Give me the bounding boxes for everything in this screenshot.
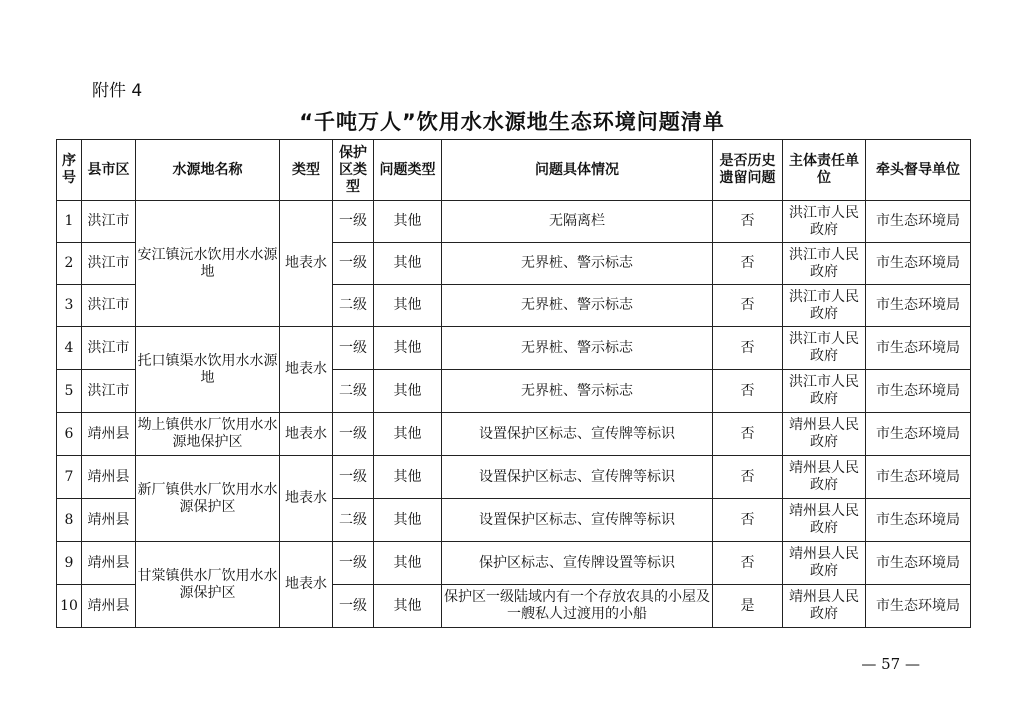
- cell-responsible: 靖州县人民政府: [783, 413, 866, 456]
- cell-detail: 设置保护区标志、宣传牌等标识: [442, 456, 713, 499]
- cell-zone: 一级: [333, 456, 374, 499]
- cell-detail: 无界桩、警示标志: [442, 243, 713, 285]
- cell-responsible: 靖州县人民政府: [783, 585, 866, 628]
- cell-supervisor: 市生态环境局: [866, 499, 971, 542]
- cell-source-name: 甘棠镇供水厂饮用水水源保护区: [136, 542, 280, 628]
- cell-type: 地表水: [280, 201, 333, 327]
- header-issue-type: 问题类型: [374, 140, 442, 201]
- cell-county: 靖州县: [82, 456, 136, 499]
- cell-detail: 无界桩、警示标志: [442, 285, 713, 327]
- cell-zone: 一级: [333, 585, 374, 628]
- cell-issue-type: 其他: [374, 370, 442, 413]
- cell-seq: 1: [57, 201, 82, 243]
- cell-historical: 是: [713, 585, 783, 628]
- cell-zone: 二级: [333, 370, 374, 413]
- cell-responsible: 洪江市人民政府: [783, 243, 866, 285]
- header-type: 类型: [280, 140, 333, 201]
- cell-issue-type: 其他: [374, 413, 442, 456]
- cell-supervisor: 市生态环境局: [866, 413, 971, 456]
- table-row: [57, 542, 971, 585]
- cell-seq: 6: [57, 413, 82, 456]
- header-supervisor: 牵头督导单位: [866, 140, 971, 201]
- cell-zone: 二级: [333, 285, 374, 327]
- cell-county: 洪江市: [82, 327, 136, 370]
- cell-supervisor: 市生态环境局: [866, 585, 971, 628]
- cell-historical: 否: [713, 201, 783, 243]
- cell-source-name: 坳上镇供水厂饮用水水源地保护区: [136, 413, 280, 456]
- cell-issue-type: 其他: [374, 201, 442, 243]
- cell-issue-type: 其他: [374, 499, 442, 542]
- cell-seq: 9: [57, 542, 82, 585]
- cell-supervisor: 市生态环境局: [866, 370, 971, 413]
- cell-seq: 2: [57, 243, 82, 285]
- table-row: [57, 201, 971, 243]
- cell-seq: 10: [57, 585, 82, 628]
- cell-detail: 无隔离栏: [442, 201, 713, 243]
- cell-historical: 否: [713, 413, 783, 456]
- cell-historical: 否: [713, 499, 783, 542]
- cell-type: 地表水: [280, 413, 333, 456]
- cell-zone: 二级: [333, 499, 374, 542]
- page-number: — 57 —: [861, 655, 920, 673]
- cell-source-name: 安江镇沅水饮用水水源地: [136, 201, 280, 327]
- cell-issue-type: 其他: [374, 585, 442, 628]
- cell-county: 靖州县: [82, 413, 136, 456]
- cell-responsible: 靖州县人民政府: [783, 542, 866, 585]
- cell-issue-type: 其他: [374, 327, 442, 370]
- cell-supervisor: 市生态环境局: [866, 201, 971, 243]
- cell-source-name: 托口镇渠水饮用水水源地: [136, 327, 280, 413]
- document-title: “千吨万人”饮用水水源地生态环境问题清单: [299, 110, 725, 134]
- cell-responsible: 靖州县人民政府: [783, 499, 866, 542]
- header-responsible: 主体责任单位: [783, 140, 866, 201]
- cell-historical: 否: [713, 542, 783, 585]
- cell-detail: 保护区标志、宣传牌设置等标识: [442, 542, 713, 585]
- header-zone-type: 保护区类型: [333, 140, 374, 201]
- cell-source-name: 新厂镇供水厂饮用水水源保护区: [136, 456, 280, 542]
- cell-historical: 否: [713, 285, 783, 327]
- cell-supervisor: 市生态环境局: [866, 456, 971, 499]
- cell-seq: 4: [57, 327, 82, 370]
- header-source-name: 水源地名称: [136, 140, 280, 201]
- cell-historical: 否: [713, 327, 783, 370]
- cell-issue-type: 其他: [374, 542, 442, 585]
- cell-detail: 无界桩、警示标志: [442, 327, 713, 370]
- cell-zone: 一级: [333, 243, 374, 285]
- cell-seq: 7: [57, 456, 82, 499]
- cell-issue-type: 其他: [374, 285, 442, 327]
- cell-historical: 否: [713, 243, 783, 285]
- cell-county: 靖州县: [82, 499, 136, 542]
- cell-supervisor: 市生态环境局: [866, 327, 971, 370]
- cell-type: 地表水: [280, 542, 333, 628]
- cell-county: 洪江市: [82, 243, 136, 285]
- attachment-label: 附件 4: [92, 81, 143, 101]
- cell-responsible: 洪江市人民政府: [783, 201, 866, 243]
- cell-seq: 8: [57, 499, 82, 542]
- cell-supervisor: 市生态环境局: [866, 542, 971, 585]
- cell-detail: 设置保护区标志、宣传牌等标识: [442, 499, 713, 542]
- cell-historical: 否: [713, 456, 783, 499]
- header-issue-detail: 问题具体情况: [442, 140, 713, 201]
- cell-county: 靖州县: [82, 542, 136, 585]
- header-county: 县市区: [82, 140, 136, 201]
- cell-historical: 否: [713, 370, 783, 413]
- table-row: [57, 456, 971, 499]
- cell-issue-type: 其他: [374, 456, 442, 499]
- cell-responsible: 靖州县人民政府: [783, 456, 866, 499]
- cell-detail: 保护区一级陆域内有一个存放农具的小屋及一艘私人过渡用的小船: [442, 585, 713, 628]
- cell-county: 靖州县: [82, 585, 136, 628]
- cell-zone: 一级: [333, 327, 374, 370]
- cell-zone: 一级: [333, 201, 374, 243]
- header-seq: 序号: [57, 140, 82, 201]
- cell-zone: 一级: [333, 413, 374, 456]
- table-header-row: [57, 140, 971, 201]
- issues-table: [56, 139, 971, 628]
- table-row: [57, 413, 971, 456]
- cell-responsible: 洪江市人民政府: [783, 370, 866, 413]
- cell-seq: 3: [57, 285, 82, 327]
- cell-responsible: 洪江市人民政府: [783, 285, 866, 327]
- table-row: [57, 327, 971, 370]
- cell-supervisor: 市生态环境局: [866, 243, 971, 285]
- cell-county: 洪江市: [82, 285, 136, 327]
- cell-detail: 无界桩、警示标志: [442, 370, 713, 413]
- cell-issue-type: 其他: [374, 243, 442, 285]
- cell-type: 地表水: [280, 456, 333, 542]
- cell-county: 洪江市: [82, 201, 136, 243]
- cell-type: 地表水: [280, 327, 333, 413]
- cell-supervisor: 市生态环境局: [866, 285, 971, 327]
- cell-detail: 设置保护区标志、宣传牌等标识: [442, 413, 713, 456]
- header-historical: 是否历史遗留问题: [713, 140, 783, 201]
- cell-zone: 一级: [333, 542, 374, 585]
- cell-seq: 5: [57, 370, 82, 413]
- cell-responsible: 洪江市人民政府: [783, 327, 866, 370]
- cell-county: 洪江市: [82, 370, 136, 413]
